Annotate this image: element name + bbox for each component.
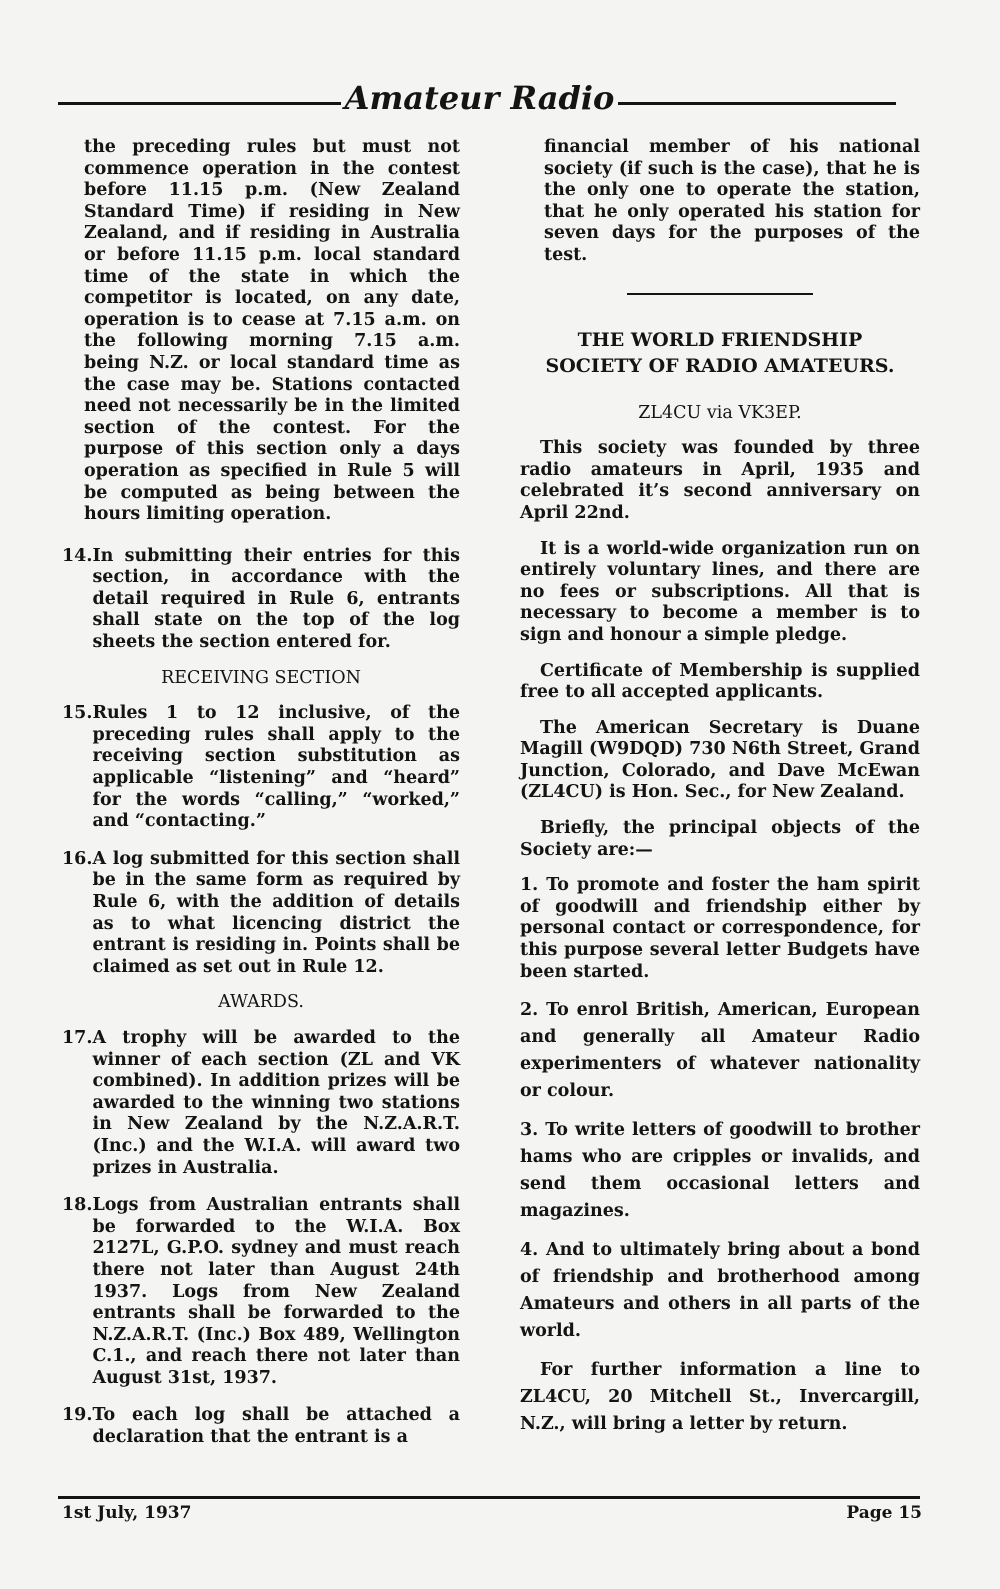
rule-number: 15. — [62, 703, 93, 724]
object-2: 2. To enrol British, American, European and generally all Amateur Radio experimenters of whatever nationality or colour. — [520, 1000, 920, 1102]
rule-14 — [62, 546, 460, 654]
intro-paragraph: the preceding rules but must not commence operation in the contest before 11.15 p.m. (New Zealand Standard Time) if residing in New Zealand, and if residing in Australia or before 11.15 p.m. local standard time of the state in which the competitor is located, on any date, operation is to cease at 7.15 a.m. on the following morning 7.15 a.m. being N.Z. or local standard time as the case may be. Stations contacted need not necessarily be in the limited section of the contest. For the purpose of this section only a days operation as specified in Rule 5 will be computed as being between the hours limiting operation. — [84, 137, 460, 525]
object-1: 1. To promote and foster the ham spirit of goodwill and friendship either by personal contact or correspondence, for this purpose several letter Budgets have been started. — [520, 875, 920, 982]
paragraph-organization: It is a world-wide organization run on entirely voluntary lines, and there are no fees or subscriptions. All that is necessary to become a member is to sign and honour a simple pledge. — [520, 538, 920, 645]
rule-text: To each log shall be attached a declaration that the entrant is a — [92, 1405, 460, 1448]
object-3: 3. To write letters of goodwill to brother hams who are cripples or invalids, and send them occasional letters and magazines. — [520, 1120, 920, 1222]
rule-number: 17. — [62, 1027, 93, 1048]
article-heading-line-2: SOCIETY OF RADIO AMATEURS. — [545, 354, 895, 377]
issue-date: 1st July, 1937 — [62, 1503, 192, 1523]
rule-text: Rules 1 to 12 inclusive, of the preceding rules shall apply to the receiving section substitution as applicable “listening” and “heard” for the words “calling,” “worked,” and “contacting.” — [92, 703, 460, 832]
footer-rule — [58, 1496, 920, 1499]
awards-heading: AWARDS. — [218, 992, 304, 1013]
closing-paragraph: For further information a line to ZL4CU, 20 Mitchell St., Invercargill, N.Z., will bring a letter by return. — [520, 1360, 920, 1435]
rule-19 — [62, 1405, 460, 1448]
section-divider — [627, 293, 813, 295]
rule-15 — [62, 703, 460, 833]
rule-text: Logs from Australian entrants shall be forwarded to the W.I.A. Box 2127L, G.P.O. sydney and must reach there not later than August 24th 1937. Logs from New Zealand entrants shall be forwarded to the N.Z.A.R.T. (Inc.) Box 489, Wellington C.1., and reach there not later than August 31st, 1937. — [92, 1195, 460, 1388]
page-number: Page 15 — [846, 1503, 922, 1523]
receiving-section-heading: RECEIVING SECTION — [161, 667, 361, 688]
masthead-title: Amateur Radio — [344, 79, 615, 117]
object-4: 4. And to ultimately bring about a bond of friendship and brotherhood among Amateurs and others in all parts of the world. — [520, 1240, 920, 1342]
masthead-rule-left — [58, 102, 341, 105]
paragraph-secretary: The American Secretary is Duane Magill (W9DQD) 730 N6th Street, Grand Junction, Colorado, and Dave McEwan (ZL4CU) is Hon. Sec., for New Zealand. — [520, 717, 920, 803]
masthead — [58, 78, 896, 118]
right-column — [520, 137, 920, 1438]
rule-16 — [62, 849, 460, 979]
byline: ZL4CU via VK3EP. — [638, 402, 802, 423]
article-heading-line-1: THE WORLD FRIENDSHIP — [577, 328, 863, 351]
rule-17 — [62, 1028, 460, 1179]
rule-18 — [62, 1195, 460, 1389]
rule-number: 16. — [62, 848, 93, 869]
article-heading — [520, 327, 920, 379]
rule-text: A trophy will be awarded to the winner of each section (ZL and VK combined). In addition prizes will be awarded to the winning two stations in New Zealand by the N.Z.A.R.T. (Inc.) and the W.I.A. will award two prizes in Australia. — [92, 1027, 460, 1178]
continuation-paragraph: financial member of his national society (if such is the case), that he is the only one to operate the station, that he only operated his station for seven days for the purposes of the test. — [544, 137, 920, 265]
paragraph-founded: This society was founded by three radio amateurs in April, 1935 and celebrated it’s second anniversary on April 22nd. — [520, 438, 920, 523]
masthead-rule-right — [618, 102, 896, 105]
paragraph-certificate: Certificate of Membership is supplied free to all accepted applicants. — [520, 660, 920, 703]
rule-text: In submitting their entries for this section, in accordance with the detail required in Rule 6, entrants shall state on the top of the log sheets the section entered for. — [92, 545, 460, 653]
rule-number: 14. — [62, 545, 93, 566]
rule-text: A log submitted for this section shall be in the same form as required by Rule 6, with the addition of details as to what licencing district the entrant is residing in. Points shall be claimed as set out in Rule 12. — [92, 848, 460, 977]
rule-number: 18. — [62, 1195, 93, 1216]
left-column — [62, 137, 460, 1449]
rule-number: 19. — [62, 1405, 93, 1426]
paragraph-objects-intro: Briefly, the principal objects of the Society are:— — [520, 818, 920, 860]
